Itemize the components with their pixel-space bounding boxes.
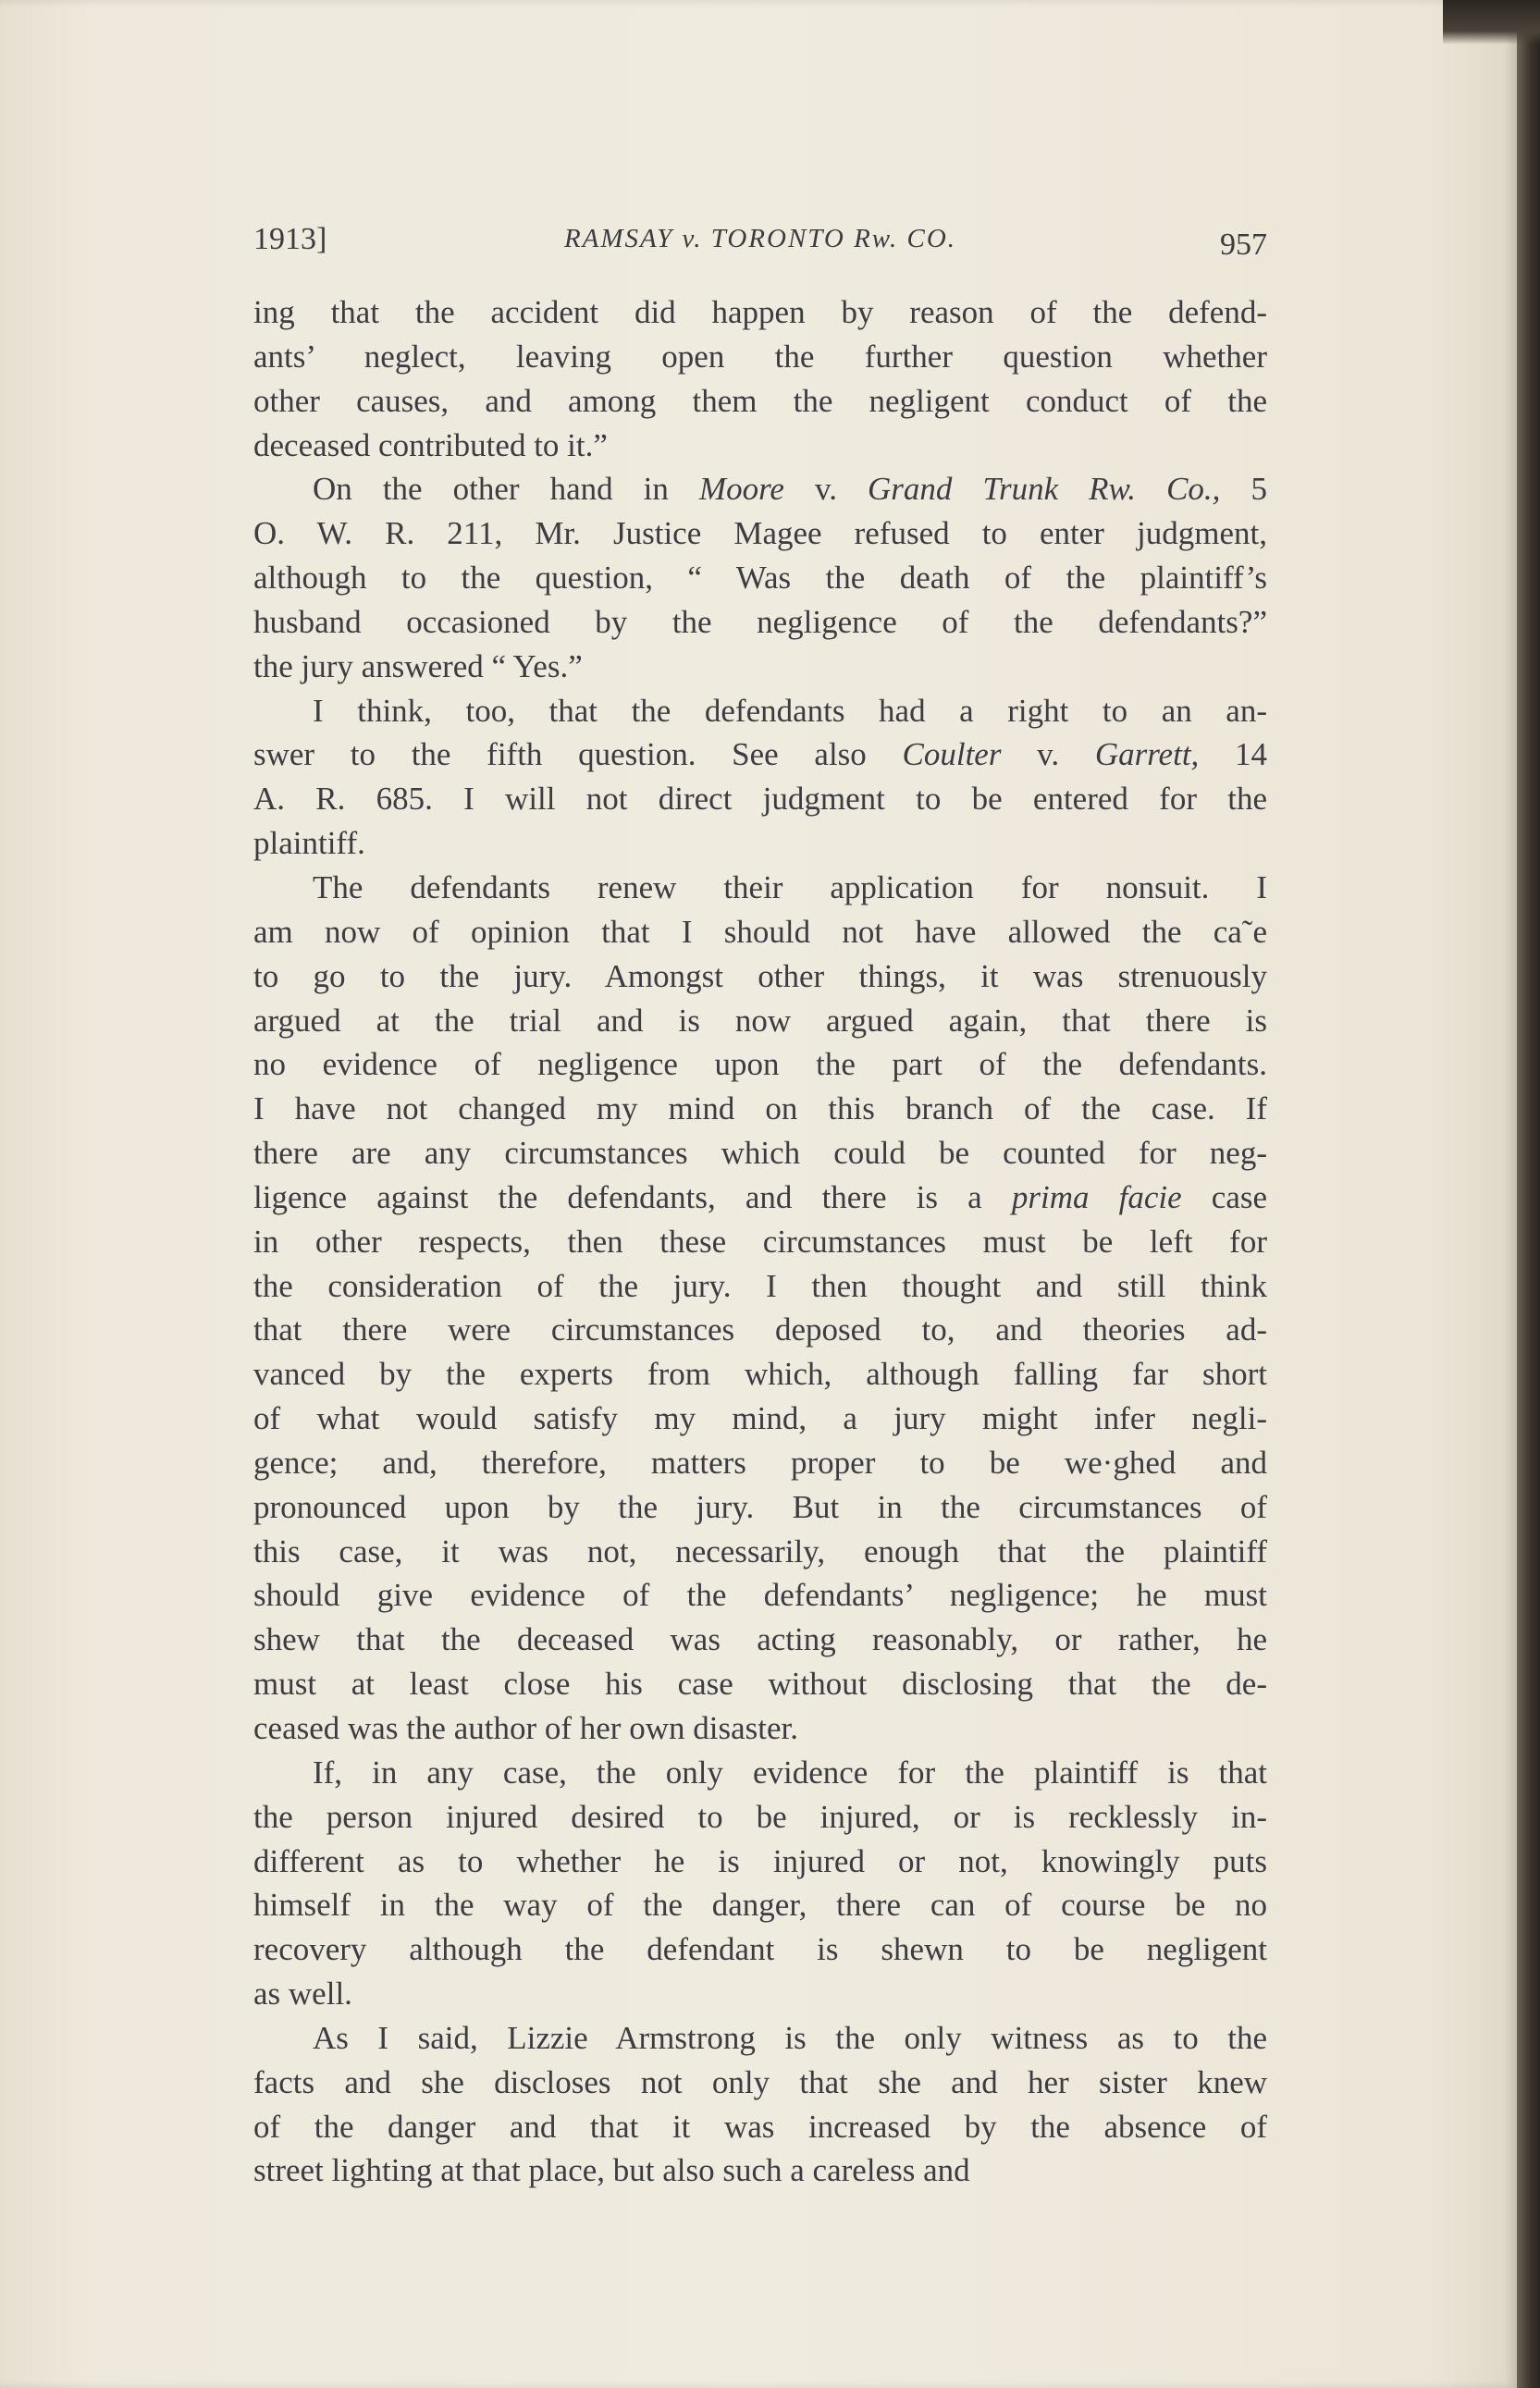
running-header bbox=[253, 222, 1267, 268]
page-corner-shadow bbox=[1443, 0, 1540, 44]
text-line: On the other hand in Moore v. Grand Trunk Rw. Co., 5 bbox=[313, 471, 1267, 508]
page-number: 957 bbox=[1220, 228, 1267, 262]
text-line: as well. bbox=[253, 1976, 352, 2013]
text-line: shew that the deceased was acting reasonably, or rather, he bbox=[253, 1621, 1267, 1658]
text-line: the jury answered “ Yes.” bbox=[253, 647, 583, 684]
text-line: ceased was the author of her own disaster. bbox=[253, 1710, 798, 1746]
text-line: I think, too, that the defendants had a right to an an- bbox=[313, 692, 1267, 729]
text-line: different as to whether he is injured or not, knowingly puts bbox=[253, 1842, 1267, 1879]
text-line: ants’ neglect, leaving open the further question whether bbox=[253, 338, 1267, 375]
text-line: in other respects, then these circumstances must be left for bbox=[253, 1223, 1267, 1260]
page-binding-edge bbox=[1517, 0, 1540, 2388]
text-line: himself in the way of the danger, there can of course be no bbox=[253, 1887, 1267, 1924]
text-line: other causes, and among them the negligent conduct of the bbox=[253, 382, 1267, 419]
running-header-title: RAMSAY v. TORONTO Rw. CO. bbox=[563, 224, 957, 253]
text-line: husband occasioned by the negligence of the defendants?” bbox=[253, 603, 1267, 640]
text-line: plaintiff. bbox=[253, 825, 365, 862]
paragraph bbox=[253, 467, 1267, 688]
text-line: argued at the trial and is now argued again, that there is bbox=[253, 1002, 1267, 1039]
text-line: ligence against the defendants, and there is a prima facie case bbox=[253, 1178, 1268, 1215]
text-line: the person injured desired to be injured, or is recklessly in- bbox=[253, 1798, 1267, 1835]
text-line: deceased contributed to it.” bbox=[253, 426, 608, 463]
text-line: of the danger and that it was increased by the absence of bbox=[253, 2108, 1267, 2145]
text-line: that there were circumstances deposed to, and theories ad- bbox=[253, 1311, 1267, 1348]
text-line: pronounced upon by the jury. But in the circumstances of bbox=[253, 1488, 1267, 1525]
running-header-year: 1913] bbox=[253, 222, 327, 256]
text-line: gence; and, therefore, matters proper to be we·ghed and bbox=[253, 1444, 1267, 1481]
paragraph bbox=[253, 866, 1267, 1751]
text-line: As I said, Lizzie Armstrong is the only witness as to the bbox=[313, 2019, 1267, 2056]
text-line: facts and she discloses not only that she and her sister knew bbox=[253, 2063, 1267, 2100]
text-line: there are any circumstances which could be counted for neg- bbox=[253, 1135, 1267, 1172]
body-text bbox=[253, 290, 1267, 2193]
paragraph bbox=[253, 2016, 1267, 2193]
text-line: A. R. 685. I will not direct judgment to be entered for the bbox=[253, 781, 1267, 818]
text-line: recovery although the defendant is shewn to be negligent bbox=[253, 1931, 1267, 1968]
text-line: I have not changed my mind on this branch of the case. If bbox=[253, 1090, 1267, 1127]
text-line: street lighting at that place, but also such a careless and bbox=[253, 2152, 970, 2189]
text-line: vanced by the experts from which, although falling far short bbox=[253, 1356, 1267, 1393]
text-line: ing that the accident did happen by reason of the defend- bbox=[253, 294, 1267, 330]
text-line: O. W. R. 211, Mr. Justice Magee refused to enter judgment, bbox=[253, 515, 1267, 552]
text-line: If, in any case, the only evidence for the plaintiff is that bbox=[313, 1754, 1267, 1791]
text-line: this case, it was not, necessarily, enough that the plaintiff bbox=[253, 1533, 1267, 1569]
text-line: the consideration of the jury. I then thought and still think bbox=[253, 1267, 1267, 1304]
text-line: swer to the fifth question. See also Coulter v. Garrett, 14 bbox=[253, 736, 1267, 773]
text-line: no evidence of negligence upon the part of the defendants. bbox=[253, 1046, 1267, 1083]
paragraph bbox=[253, 689, 1267, 866]
text-line: should give evidence of the defendants’ negligence; he must bbox=[253, 1577, 1267, 1614]
text-line: The defendants renew their application for nonsuit. I bbox=[313, 868, 1267, 905]
text-line: although to the question, “ Was the death of the plaintiff’s bbox=[253, 560, 1267, 597]
paragraph bbox=[253, 1751, 1267, 2016]
paragraph bbox=[253, 290, 1267, 467]
text-line: am now of opinion that I should not have allowed the ca˜e bbox=[253, 913, 1267, 950]
text-line: of what would satisfy my mind, a jury might infer negli- bbox=[253, 1400, 1267, 1437]
text-line: must at least close his case without disclosing that the de- bbox=[253, 1666, 1267, 1703]
text-line: to go to the jury. Amongst other things, it was strenuously bbox=[253, 957, 1267, 994]
